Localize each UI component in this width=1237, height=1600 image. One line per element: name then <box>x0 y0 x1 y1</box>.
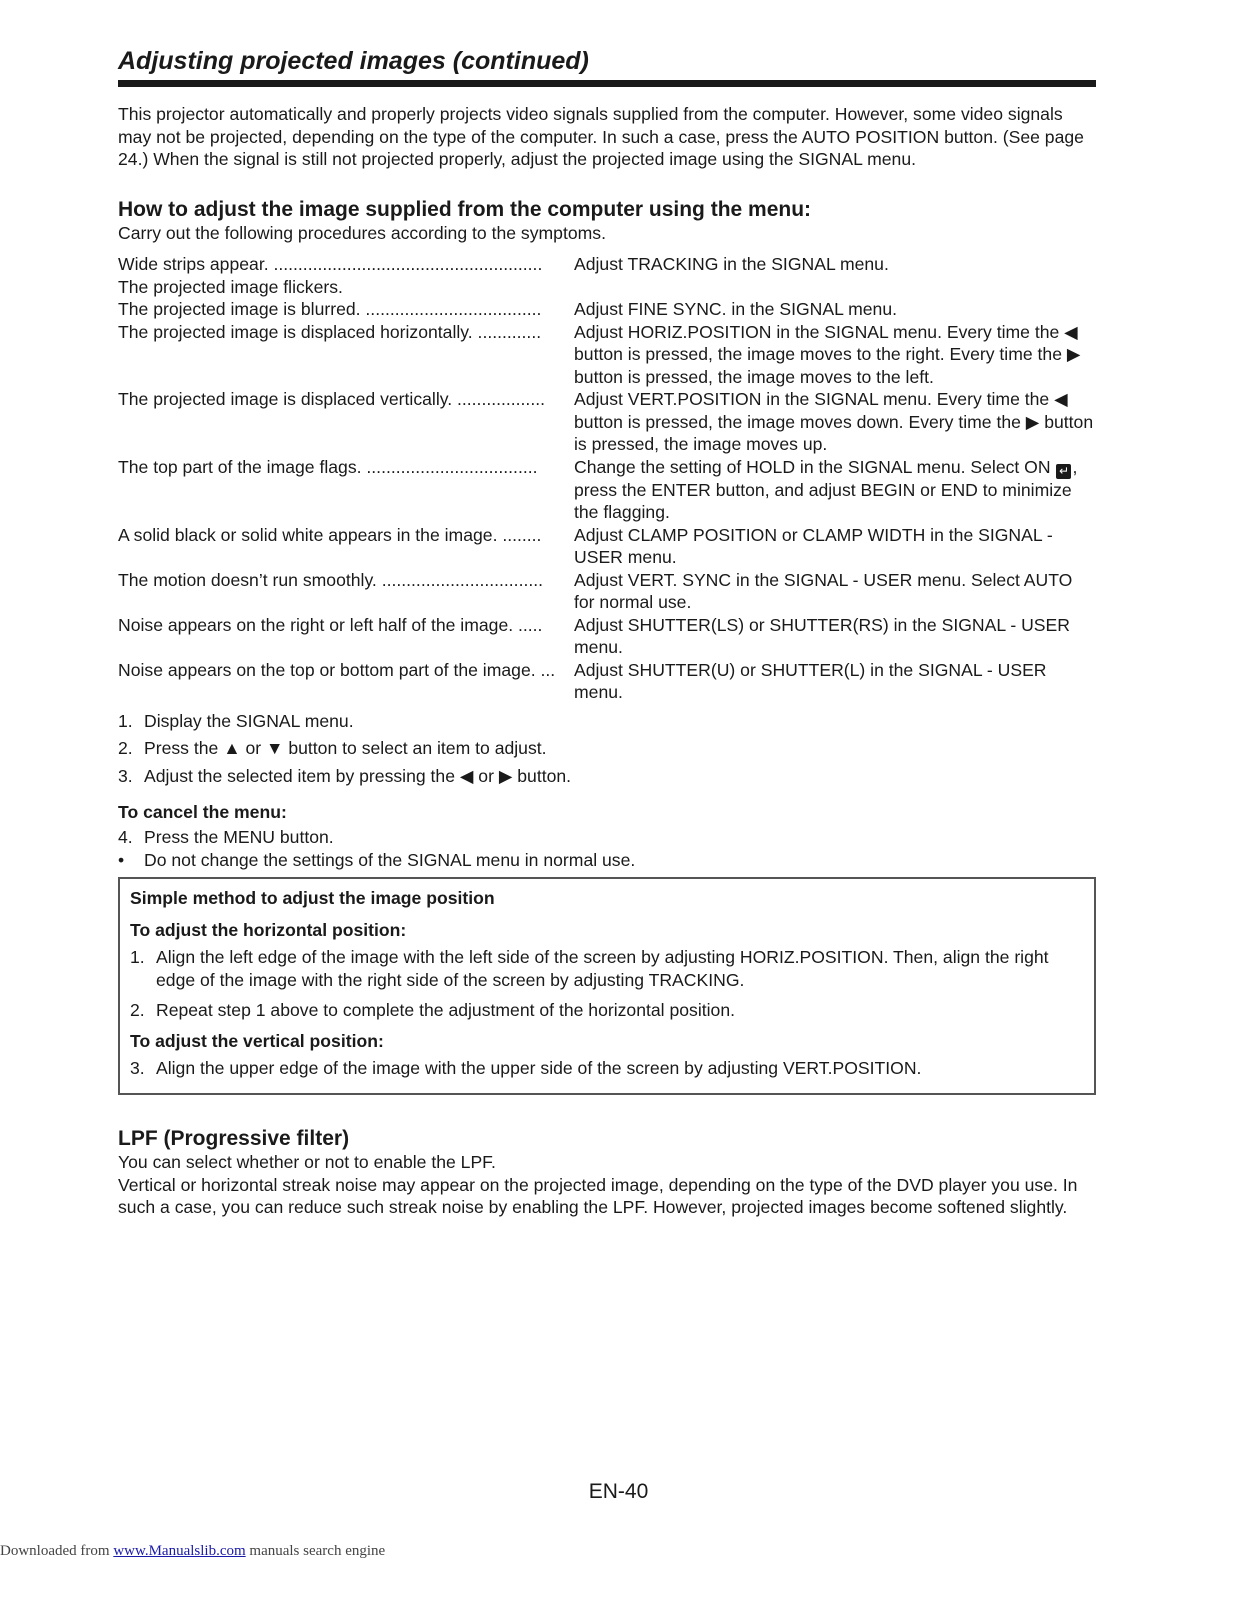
list-item <box>130 946 1084 991</box>
tip-box <box>118 877 1096 1095</box>
step-number: 1. <box>118 710 133 731</box>
remedy-text <box>574 276 1096 299</box>
symptom-row <box>118 569 1096 614</box>
lpf-line-2: Vertical or horizontal streak noise may appear on the projected image, depending on the type of the DVD player you use. In such a case, you can reduce such streak noise by enabling the LPF. However, projected images become softened slightly. <box>118 1174 1078 1217</box>
lpf-line-1: You can select whether or not to enable the LPF. <box>118 1152 496 1172</box>
bullet-text: Do not change the settings of the SIGNAL menu in normal use. <box>144 849 636 870</box>
symptom-row <box>118 321 1096 389</box>
symptom-table <box>118 253 1096 704</box>
note-bullet <box>118 849 1096 872</box>
symptom-row <box>118 276 1096 299</box>
tip-box-heading: Simple method to adjust the image position <box>130 888 495 908</box>
step-text: Align the upper edge of the image with the upper side of the screen by adjusting VERT.POSITION. <box>156 1057 922 1078</box>
vertical-heading: To adjust the vertical position: <box>130 1030 384 1051</box>
list-item <box>118 737 1096 760</box>
step-number: 1. <box>130 947 145 967</box>
lpf-heading: LPF (Progressive filter) <box>118 1127 350 1150</box>
step-text: Align the left edge of the image with the left side of the screen by adjusting HORIZ.POSITION. Then, align the right edge of the image with the right side of the screen by adjusting TRACKING. <box>156 947 1049 990</box>
symptom-row <box>118 659 1096 704</box>
footer <box>0 1543 385 1560</box>
step-number: 2. <box>118 738 133 758</box>
symptom-text: The projected image is blurred. .................................... <box>118 299 542 319</box>
symptom-text: Noise appears on the right or left half of the image. ..... <box>118 614 543 635</box>
list-item <box>130 1057 1084 1080</box>
step-text: Adjust the selected item by pressing the ◀ or ▶ button. <box>144 765 572 786</box>
section-subtext: Carry out the following procedures according to the symptoms. <box>118 222 606 243</box>
page-content <box>118 46 1096 1219</box>
symptom-row <box>118 456 1096 524</box>
page-title: Adjusting projected images (continued) <box>118 47 589 75</box>
remedy-text: Adjust VERT. SYNC in the SIGNAL - USER menu. Select AUTO for normal use. <box>574 569 1073 612</box>
remedy-text: Adjust TRACKING in the SIGNAL menu. <box>574 254 889 274</box>
cancel-heading: To cancel the menu: <box>118 802 287 822</box>
remedy-text: Adjust SHUTTER(U) or SHUTTER(L) in the SIGNAL - USER menu. <box>574 659 1047 702</box>
bullet-mark: • <box>118 849 125 870</box>
horizontal-heading: To adjust the horizontal position: <box>130 920 407 940</box>
step-text: Press the MENU button. <box>144 827 334 847</box>
symptom-text: Noise appears on the top or bottom part of the image. ... <box>118 659 556 680</box>
page-number: EN-40 <box>588 1480 649 1503</box>
remedy-text-a: Change the setting of HOLD in the SIGNAL menu. Select ON <box>574 456 1056 477</box>
step-number: 3. <box>118 765 133 786</box>
list-item <box>118 826 1096 849</box>
symptom-row <box>118 614 1096 659</box>
procedure-steps <box>118 710 1096 788</box>
symptom-text: Wide strips appear. ....................................................... <box>118 254 543 274</box>
step-number: 2. <box>130 1000 145 1020</box>
list-item <box>118 710 1096 733</box>
remedy-text: Adjust VERT.POSITION in the SIGNAL menu. Every time the ◀ button is pressed, the image moves down. Every time the ▶ button is pressed, the image moves up. <box>574 389 1094 454</box>
symptom-row <box>118 388 1096 456</box>
remedy-text-b: , press the ENTER button, and adjust BEGIN or END to minimize the flagging. <box>574 456 1078 522</box>
section-heading: How to adjust the image supplied from the computer using the menu: <box>118 197 812 221</box>
step-text: Repeat step 1 above to complete the adjustment of the horizontal position. <box>156 1000 736 1020</box>
symptom-row <box>118 298 1096 321</box>
intro-paragraph: This projector automatically and properly projects video signals supplied from the computer. However, some video signals may not be projected, depending on the type of the computer. In such a case, press the AUTO POSITION button. (See page 24.) When the signal is still not projected properly, adjust the projected image using the SIGNAL menu. <box>118 104 1084 169</box>
list-item <box>118 765 1096 788</box>
step-number: 3. <box>130 1057 145 1078</box>
enter-icon: ↵ <box>1056 464 1071 479</box>
step-text: Press the ▲ or ▼ button to select an item to adjust. <box>144 738 547 758</box>
symptom-row <box>118 253 1096 276</box>
remedy-text: Adjust SHUTTER(LS) or SHUTTER(RS) in the SIGNAL - USER menu. <box>574 614 1070 657</box>
symptom-text: The projected image is displaced horizontally. ............. <box>118 321 542 342</box>
list-item <box>130 999 1084 1022</box>
footer-suffix: manuals search engine <box>245 1543 386 1559</box>
step-number: 4. <box>118 827 133 847</box>
remedy-text: Adjust FINE SYNC. in the SIGNAL menu. <box>574 299 898 319</box>
remedy-text <box>574 456 1096 524</box>
symptom-text: The projected image flickers. <box>118 276 343 297</box>
symptom-text: The motion doesn’t run smoothly. ................................. <box>118 569 544 590</box>
footer-prefix: Downloaded from <box>0 1543 114 1559</box>
title-rule <box>118 80 1096 87</box>
symptom-text: The projected image is displaced vertically. .................. <box>118 389 545 409</box>
remedy-text: Adjust HORIZ.POSITION in the SIGNAL menu. Every time the ◀ button is pressed, the image moves to the right. Every time the ▶ button is pressed, the image moves to the left. <box>574 321 1081 387</box>
footer-link[interactable]: www.Manualslib.com <box>113 1543 246 1559</box>
symptom-text: The top part of the image flags. ................................... <box>118 456 538 477</box>
step-text: Display the SIGNAL menu. <box>144 710 354 731</box>
symptom-text: A solid black or solid white appears in the image. ........ <box>118 524 542 545</box>
symptom-row <box>118 524 1096 569</box>
remedy-text: Adjust CLAMP POSITION or CLAMP WIDTH in the SIGNAL - USER menu. <box>574 524 1053 567</box>
